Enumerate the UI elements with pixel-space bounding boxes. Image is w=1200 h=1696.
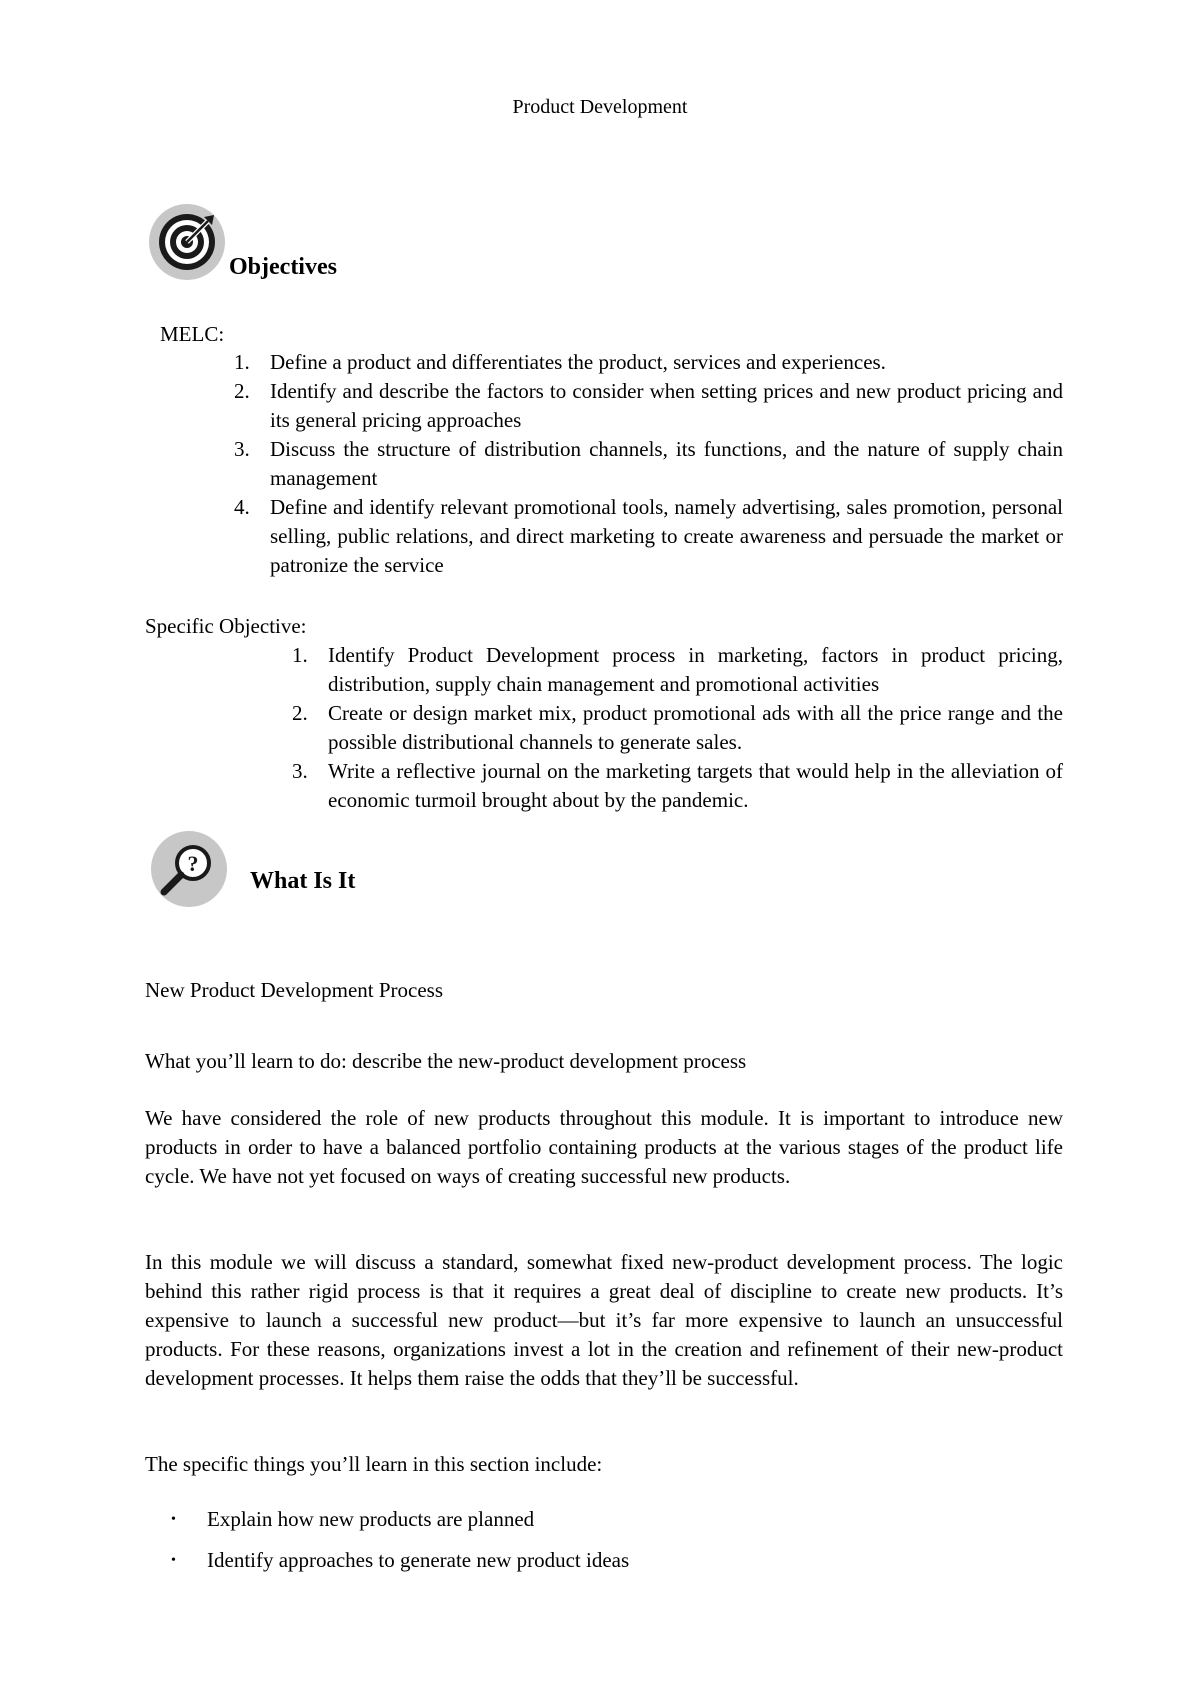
list-text: Identify and describe the factors to consider when setting prices and new product pricing and its general pricing approaches (270, 379, 1063, 432)
list-number: 2. (292, 701, 308, 725)
list-number: 1. (234, 350, 250, 374)
list-text: Discuss the structure of distribution channels, its functions, and the nature of supply chain management (270, 437, 1063, 490)
bullet-icon: • (171, 1553, 176, 1568)
list-item (234, 348, 1063, 377)
objectives-heading: Objectives (229, 254, 337, 280)
svg-text:?: ? (187, 851, 199, 876)
learn-line: What you’ll learn to do: describe the new-product development process (145, 1049, 747, 1073)
list-text: Write a reflective journal on the marketing targets that would help in the alleviation of economic turmoil brought about by the pandemic. (328, 759, 1063, 812)
list-text: Define and identify relevant promotional tools, namely advertising, sales promotion, personal selling, public relations, and direct marketing to create awareness and persuade the market or patronize the service (270, 495, 1063, 577)
section-subtitle: New Product Development Process (145, 978, 444, 1002)
list-item (292, 757, 1063, 815)
list-item (145, 1540, 629, 1581)
specific-objective-list (292, 641, 1063, 815)
bullet-icon: • (171, 1512, 176, 1527)
melc-list (234, 348, 1063, 580)
list-text: Explain how new products are planned (207, 1507, 535, 1531)
magnifier-question-icon (150, 830, 228, 908)
list-item (292, 641, 1063, 699)
list-text: Create or design market mix, product promotional ads with all the price range and the possible distributional channels to generate sales. (328, 701, 1063, 754)
list-text: Identify approaches to generate new product ideas (207, 1548, 630, 1572)
list-number: 1. (292, 643, 308, 667)
paragraph-2: In this module we will discuss a standard, somewhat fixed new-product development process. The logic behind this rather rigid process is that it requires a great deal of discipline to create new products. It’s expensive to launch a successful new product—but it’s far more expensive to launch an unsuccessful products. For these reasons, organizations invest a lot in the creation and refinement of their new-product development processes. It helps them raise the odds that they’ll be successful. (145, 1250, 1063, 1390)
list-text: Identify Product Development process in marketing, factors in product pricing, distribution, supply chain management and promotional activities (328, 643, 1063, 696)
target-icon (148, 203, 226, 281)
list-text: Define a product and differentiates the product, services and experiences. (270, 350, 886, 374)
list-number: 2. (234, 379, 250, 403)
list-number: 4. (234, 495, 250, 519)
list-item (234, 435, 1063, 493)
list-number: 3. (292, 759, 308, 783)
list-number: 3. (234, 437, 250, 461)
list-item (234, 493, 1063, 580)
melc-label: MELC: (160, 322, 225, 346)
page-header: Product Development (512, 96, 688, 118)
paragraph-1: We have considered the role of new products throughout this module. It is important to introduce new products in order to have a balanced portfolio containing products at the various stages of the product life cycle. We have not yet focused on ways of creating successful new products. (145, 1106, 1063, 1188)
list-item (292, 699, 1063, 757)
list-item (145, 1499, 629, 1540)
what-is-it-heading: What Is It (250, 868, 356, 894)
specific-objective-label: Specific Objective: (145, 614, 307, 638)
list-item (234, 377, 1063, 435)
learning-bullets (145, 1499, 629, 1581)
list-intro: The specific things you’ll learn in this section include: (145, 1452, 603, 1476)
